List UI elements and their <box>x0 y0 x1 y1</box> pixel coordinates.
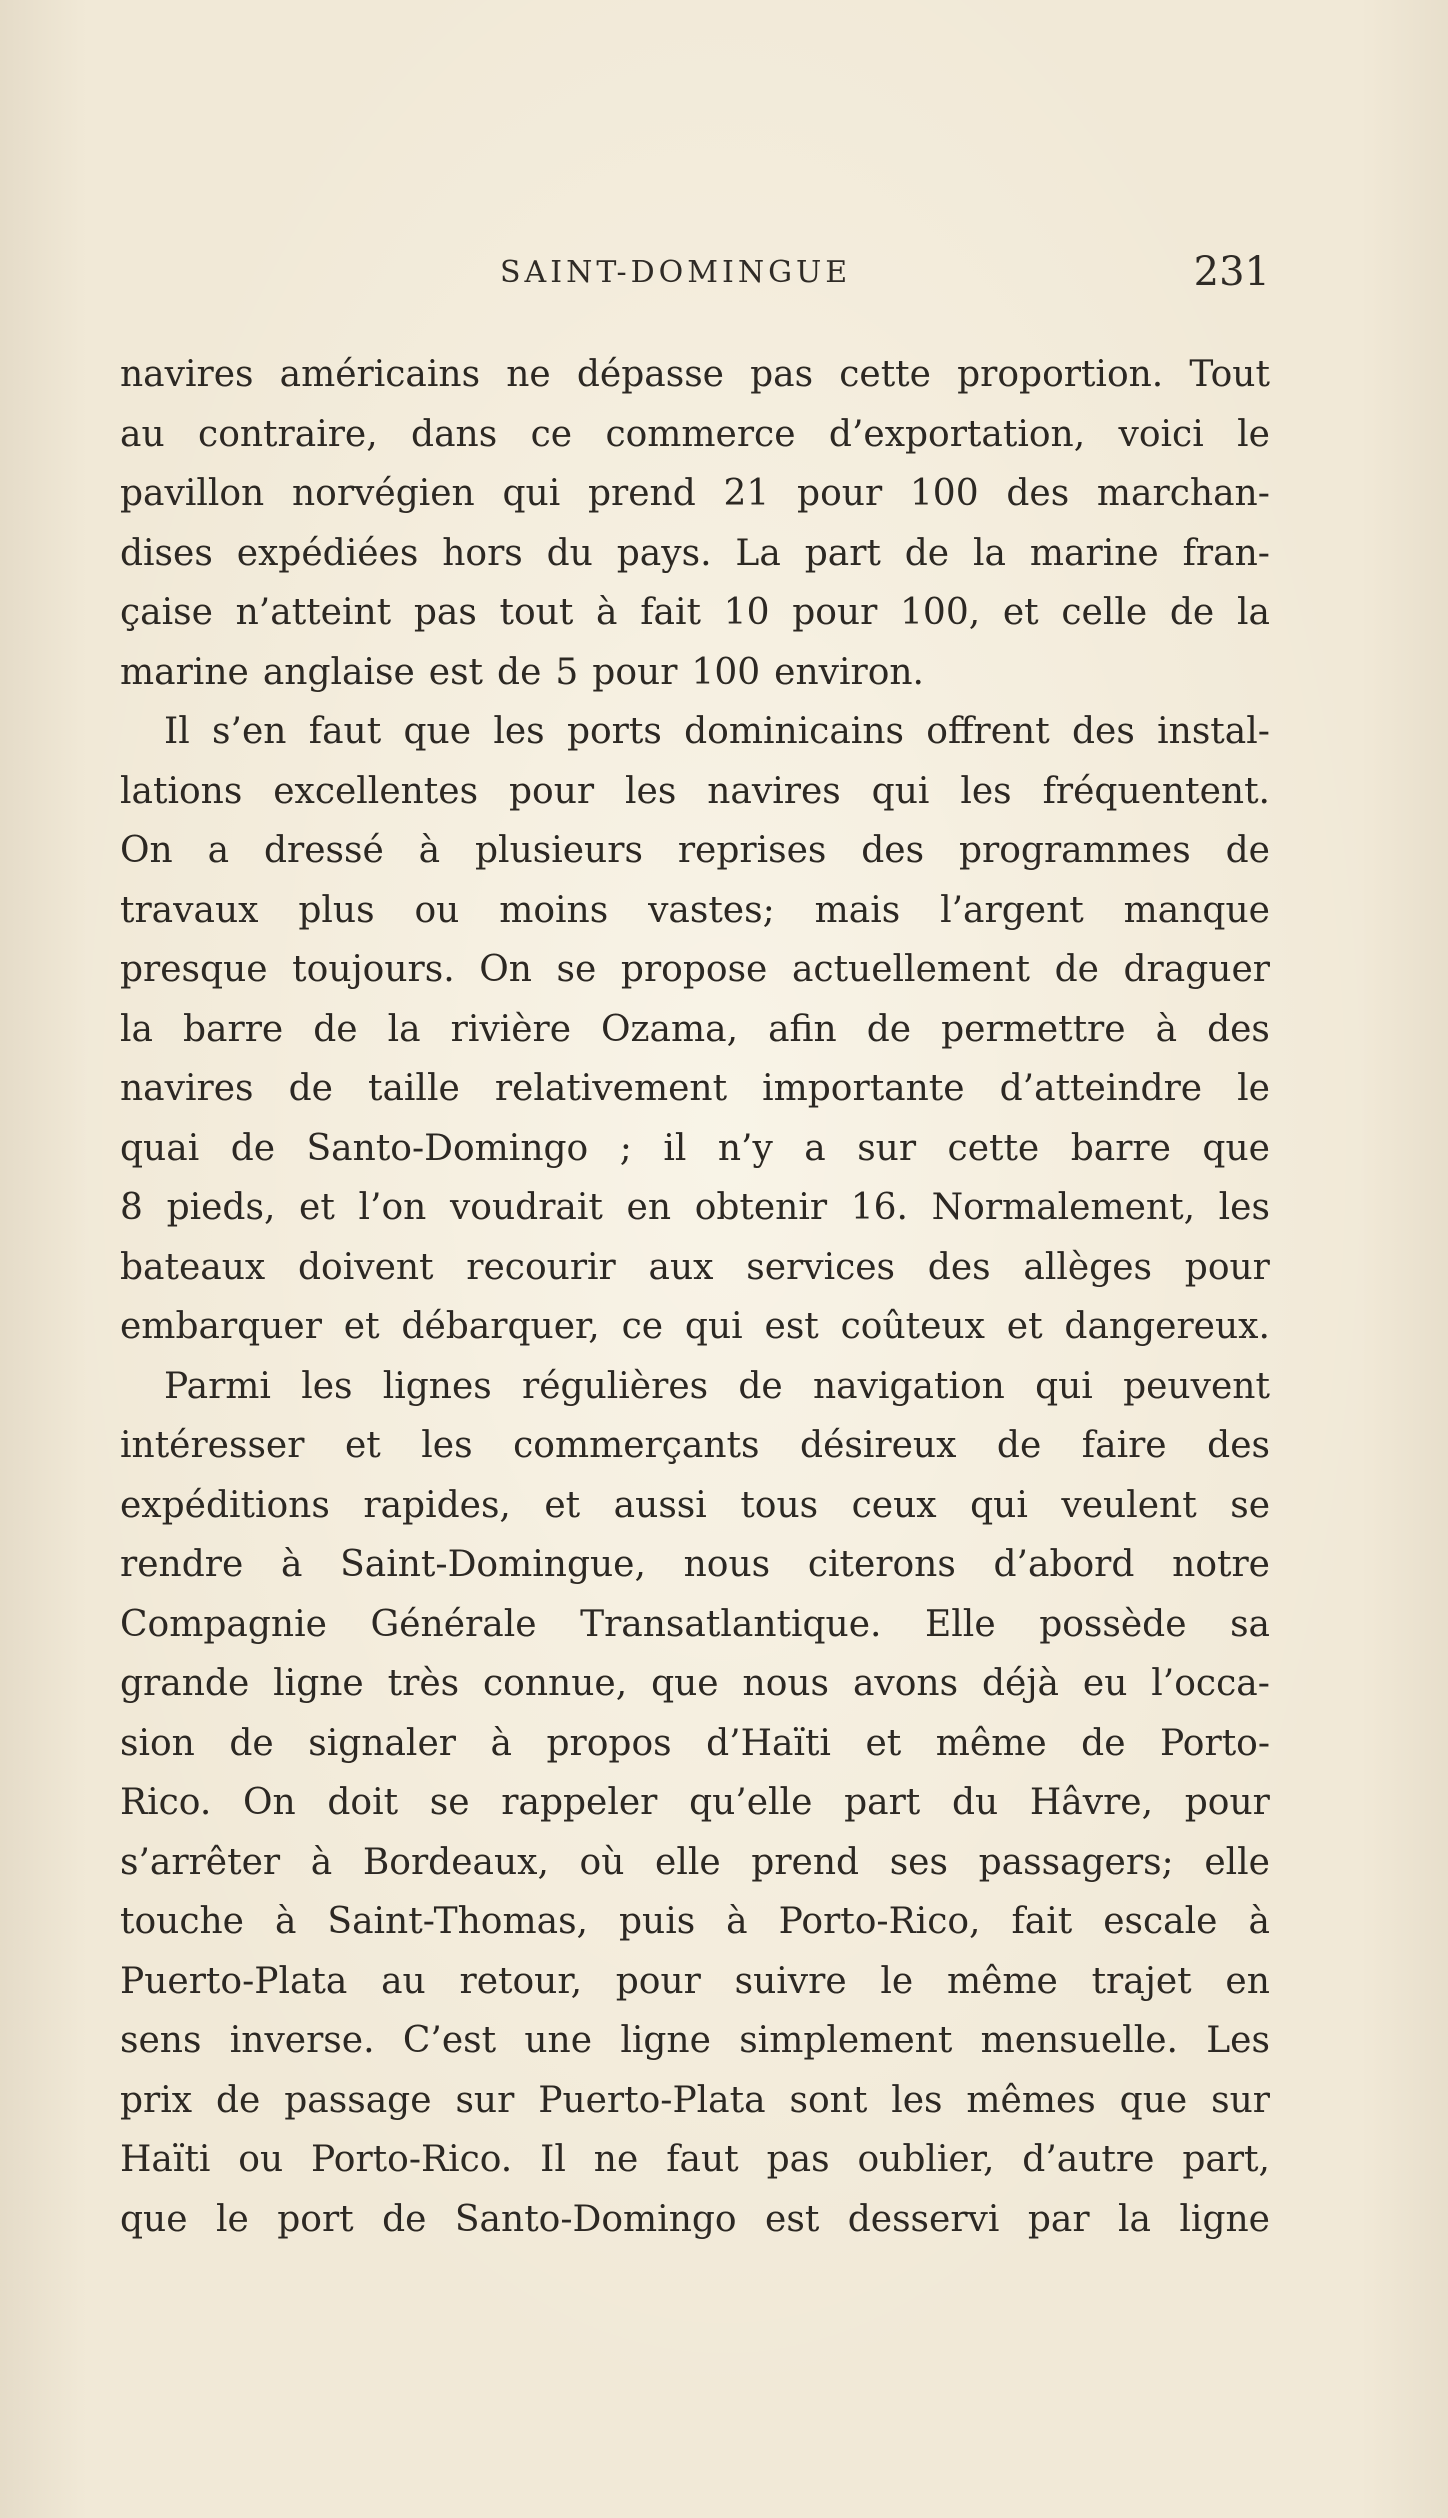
text-line: sion de signaler à propos d’Haïti et même de Porto- <box>120 1722 1270 1764</box>
text-line: navires de taille relativement importante d’atteindre le <box>120 1068 1270 1109</box>
text-line: 8 pieds, et l’on voudrait en obtenir 16. Normalement, les <box>120 1187 1270 1228</box>
text-line: s’arrêter à Bordeaux, où elle prend ses passagers; elle <box>120 1841 1270 1883</box>
text-line: au contraire, dans ce commerce d’exportation, voici le <box>120 413 1270 455</box>
text-line: embarquer et débarquer, ce qui est coûteux et dangereux. <box>120 1306 1270 1347</box>
body-text <box>120 345 1270 2249</box>
text-line: marine anglaise est de 5 pour 100 environ. <box>120 651 924 693</box>
page-number: 231 <box>1193 249 1270 295</box>
text-line: Rico. On doit se rappeler qu’elle part du Hâvre, pour <box>120 1782 1270 1823</box>
running-title: SAINT-DOMINGUE <box>500 255 852 290</box>
text-line: Haïti ou Porto-Rico. Il ne faut pas oublier, d’autre part, <box>120 2139 1270 2180</box>
text-line: navires américains ne dépasse pas cette proportion. Tout <box>120 354 1270 395</box>
text-line: grande ligne très connue, que nous avons déjà eu l’occa- <box>120 1663 1270 1704</box>
running-head <box>120 249 1270 305</box>
text-line: presque toujours. On se propose actuellement de draguer <box>120 949 1270 990</box>
text-line: rendre à Saint-Domingue, nous citerons d’abord notre <box>120 1544 1270 1585</box>
text-line: prix de passage sur Puerto-Plata sont les mêmes que sur <box>120 2079 1270 2121</box>
text-line: quai de Santo-Domingo ; il n’y a sur cette barre que <box>120 1127 1270 1169</box>
text-line: Il s’en faut que les ports dominicains offrent des instal- <box>164 711 1270 752</box>
text-line: sens inverse. C’est une ligne simplement mensuelle. Les <box>120 2020 1270 2061</box>
text-line: dises expédiées hors du pays. La part de la marine fran- <box>120 532 1270 574</box>
text-line: lations excellentes pour les navires qui les fréquentent. <box>120 770 1270 812</box>
text-line: la barre de la rivière Ozama, afin de permettre à des <box>120 1008 1270 1050</box>
text-line: Compagnie Générale Transatlantique. Elle possède sa <box>120 1603 1270 1645</box>
text-line: travaux plus ou moins vastes; mais l’argent manque <box>120 889 1270 931</box>
text-line: que le port de Santo-Domingo est desservi par la ligne <box>120 2198 1270 2240</box>
text-line: expéditions rapides, et aussi tous ceux qui veulent se <box>120 1484 1270 1526</box>
text-line: On a dressé à plusieurs reprises des programmes de <box>120 830 1270 871</box>
text-line: intéresser et les commerçants désireux de faire des <box>120 1425 1270 1466</box>
text-line: Parmi les lignes régulières de navigation qui peuvent <box>164 1365 1270 1407</box>
text-line: çaise n’atteint pas tout à fait 10 pour 100, et celle de la <box>120 592 1270 633</box>
text-line: bateaux doivent recourir aux services des allèges pour <box>120 1246 1270 1288</box>
text-line: Puerto-Plata au retour, pour suivre le même trajet en <box>120 1960 1270 2002</box>
text-line: touche à Saint-Thomas, puis à Porto-Rico, fait escale à <box>120 1901 1270 1942</box>
text-line: pavillon norvégien qui prend 21 pour 100 des marchan- <box>120 473 1270 514</box>
